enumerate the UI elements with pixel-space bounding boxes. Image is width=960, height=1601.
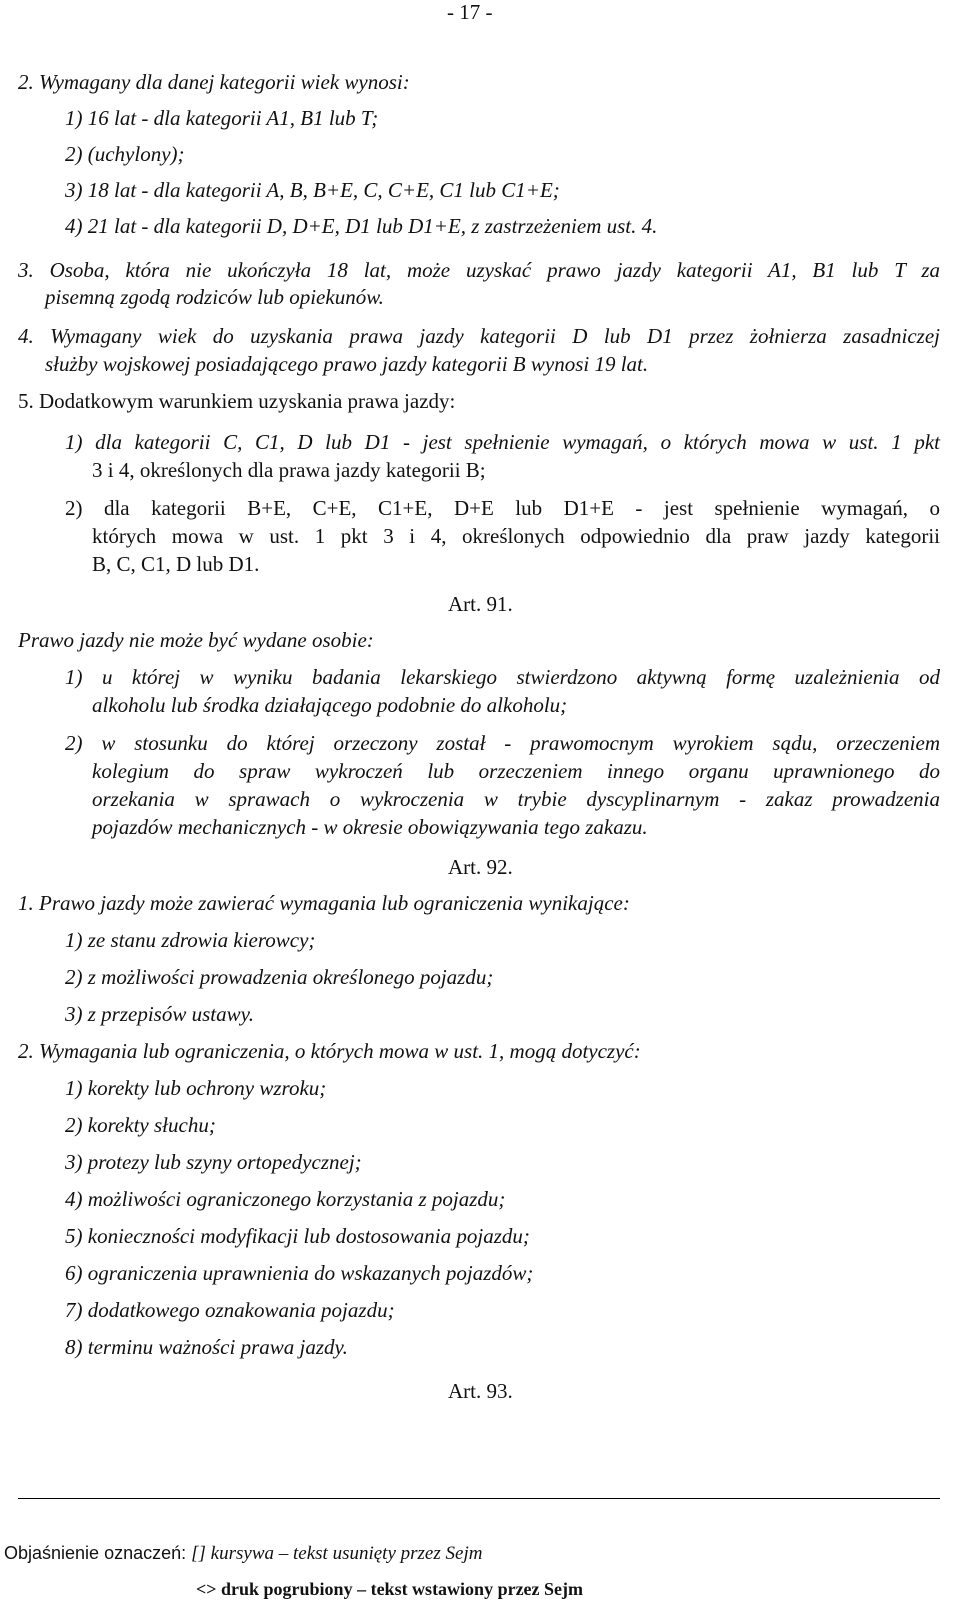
art91-heading: Art. 91.: [448, 592, 513, 616]
art91-intro: Prawo jazdy nie może być wydane osobie:: [18, 628, 374, 652]
art92-ust1-item: 2) z możliwości prowadzenia określonego pojazdu;: [65, 965, 494, 989]
art90-ust3-line: 3. Osoba, która nie ukończyła 18 lat, może uzyskać prawo jazdy kategorii A1, B1 lub T za: [18, 258, 940, 282]
art90-ust5-intro: 5. Dodatkowym warunkiem uzyskania prawa jazdy:: [18, 389, 456, 413]
legend-italic-note: [] kursywa – tekst usunięty przez Sejm: [191, 1543, 483, 1564]
legend-label: Objaśnienie oznaczeń:: [4, 1543, 187, 1563]
art91-item2-line: pojazdów mechanicznych - w okresie obowiązywania tego zakazu.: [92, 815, 648, 839]
art91-item2-line: kolegium do spraw wykroczeń lub orzeczeniem innego organu uprawnionego do: [92, 759, 940, 783]
art90-ust5-item1-line: 3 i 4, określonych dla prawa jazdy kategorii B;: [92, 458, 486, 482]
art92-ust1-item: 1) ze stanu zdrowia kierowcy;: [65, 928, 316, 952]
art92-ust2-item: 2) korekty słuchu;: [65, 1113, 216, 1137]
art90-ust5-item1-line: 1) dla kategorii C, C1, D lub D1 - jest spełnienie wymagań, o których mowa w ust. 1 pkt: [65, 430, 940, 454]
art91-item1-line: 1) u której w wyniku badania lekarskiego stwierdzono aktywną formę uzależnienia od: [65, 665, 940, 689]
art90-ust2-item: 4) 21 lat - dla kategorii D, D+E, D1 lub D1+E, z zastrzeżeniem ust. 4.: [65, 214, 658, 238]
art90-ust5-item2-line: których mowa w ust. 1 pkt 3 i 4, określonych odpowiednio dla praw jazdy kategorii: [92, 524, 940, 548]
art90-ust2-item: 1) 16 lat - dla kategorii A1, B1 lub T;: [65, 106, 379, 130]
art91-item1-line: alkoholu lub środka działającego podobnie do alkoholu;: [92, 693, 568, 717]
art92-ust2-item: 8) terminu ważności prawa jazdy.: [65, 1335, 348, 1359]
art92-ust2-item: 1) korekty lub ochrony wzroku;: [65, 1076, 327, 1100]
art93-heading: Art. 93.: [448, 1379, 513, 1403]
footer-legend: [4, 1542, 482, 1565]
art90-ust5-item2-line: 2) dla kategorii B+E, C+E, C1+E, D+E lub D1+E - jest spełnienie wymagań, o: [65, 496, 940, 520]
art90-ust2-item: 2) (uchylony);: [65, 142, 185, 166]
legend-bold-note: <> druk pogrubiony – tekst wstawiony przez Sejm: [196, 1579, 584, 1599]
art90-ust3-line: pisemną zgodą rodziców lub opiekunów.: [45, 285, 384, 309]
art90-ust5-item2-line: B, C, C1, D lub D1.: [92, 552, 260, 576]
art90-ust2-item: 3) 18 lat - dla kategorii A, B, B+E, C, C+E, C1 lub C1+E;: [65, 178, 560, 202]
page-number: - 17 -: [447, 0, 493, 24]
art92-heading: Art. 92.: [448, 855, 513, 879]
art90-ust4-line: służby wojskowej posiadającego prawo jazdy kategorii B wynosi 19 lat.: [45, 352, 649, 376]
art90-ust2-intro: 2. Wymagany dla danej kategorii wiek wynosi:: [18, 70, 410, 94]
art92-ust2-item: 7) dodatkowego oznakowania pojazdu;: [65, 1298, 395, 1322]
art92-ust2-intro: 2. Wymagania lub ograniczenia, o których mowa w ust. 1, mogą dotyczyć:: [18, 1039, 641, 1063]
footer-divider: [18, 1498, 940, 1499]
art92-ust2-item: 4) możliwości ograniczonego korzystania z pojazdu;: [65, 1187, 506, 1211]
art90-ust4-line: 4. Wymagany wiek do uzyskania prawa jazdy kategorii D lub D1 przez żołnierza zasadniczej: [18, 324, 940, 348]
art92-ust2-item: 6) ograniczenia uprawnienia do wskazanych pojazdów;: [65, 1261, 534, 1285]
art92-ust1-intro: 1. Prawo jazdy może zawierać wymagania lub ograniczenia wynikające:: [18, 891, 630, 915]
art91-item2-line: 2) w stosunku do której orzeczony został - prawomocnym wyrokiem sądu, orzeczeniem: [65, 731, 940, 755]
art92-ust2-item: 3) protezy lub szyny ortopedycznej;: [65, 1150, 362, 1174]
art91-item2-line: orzekania w sprawach o wykroczenia w trybie dyscyplinarnym - zakaz prowadzenia: [92, 787, 940, 811]
art92-ust1-item: 3) z przepisów ustawy.: [65, 1002, 255, 1026]
art92-ust2-item: 5) konieczności modyfikacji lub dostosowania pojazdu;: [65, 1224, 530, 1248]
